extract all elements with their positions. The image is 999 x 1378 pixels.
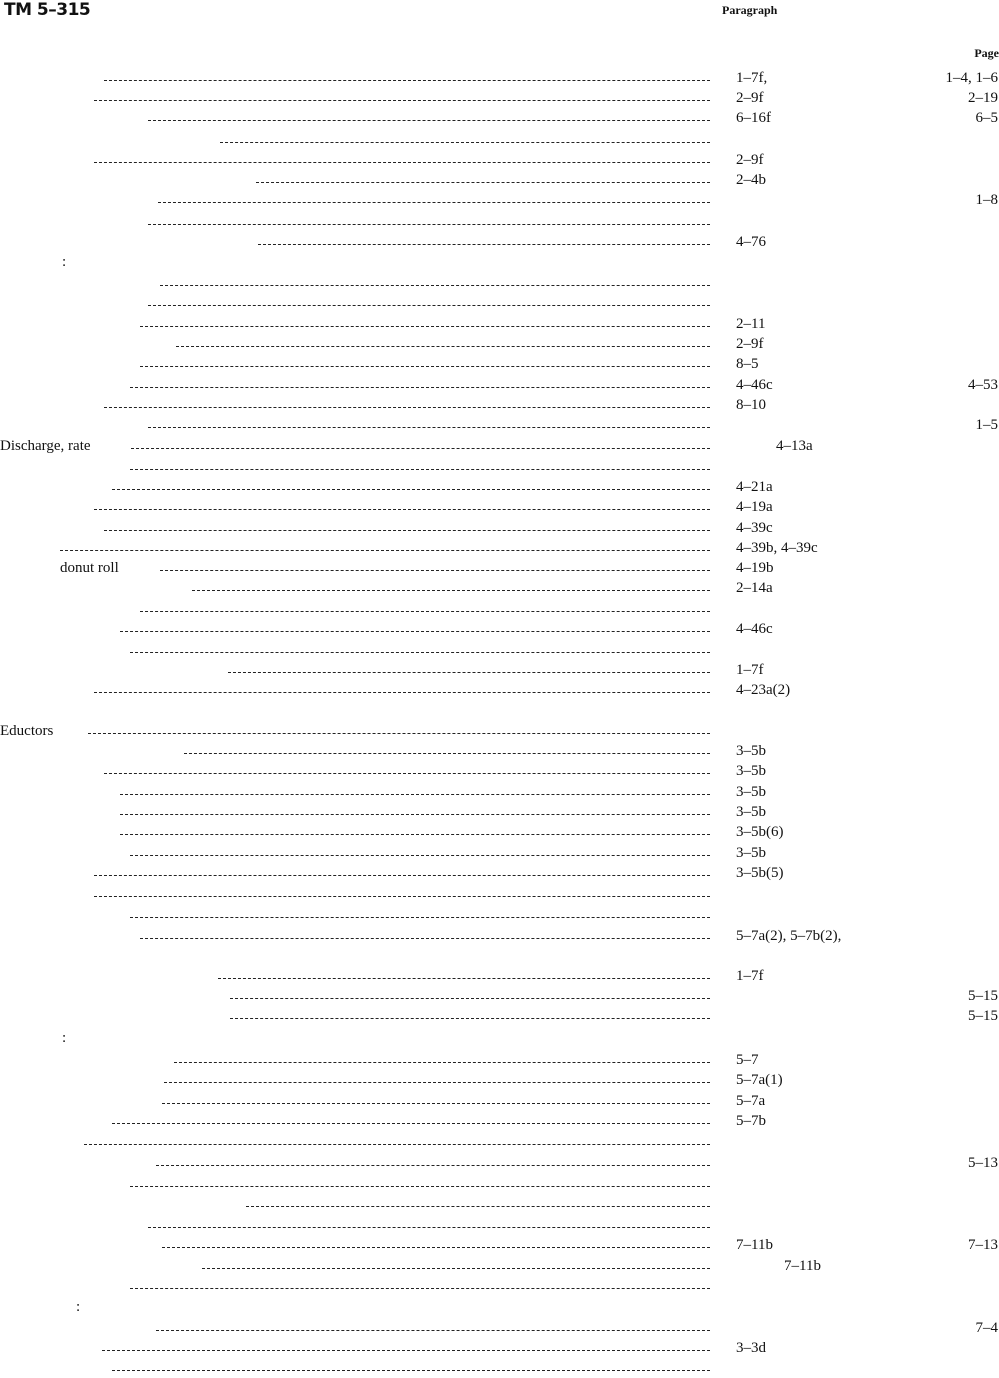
dot-leader <box>120 834 710 835</box>
paragraph-reference: 4–13a <box>776 438 813 454</box>
index-entry <box>0 578 999 598</box>
dot-leader <box>130 469 710 470</box>
index-entry <box>0 802 999 822</box>
dot-leader <box>94 875 710 876</box>
paragraph-reference: 2–4b <box>736 172 766 188</box>
dot-leader <box>228 672 710 673</box>
dot-leader <box>174 1062 710 1063</box>
paragraph-reference: 3–5b <box>736 784 766 800</box>
dot-leader <box>230 1018 710 1019</box>
index-entry <box>0 436 999 456</box>
page-reference: 7–4 <box>975 1320 998 1336</box>
dot-leader <box>102 1350 710 1351</box>
paragraph-reference: 3–5b(5) <box>736 865 784 881</box>
dot-leader <box>94 100 710 101</box>
paragraph-reference: 5–7a <box>736 1093 766 1109</box>
paragraph-reference: 3–5b(6) <box>736 824 784 840</box>
index-entry <box>0 232 999 252</box>
dot-leader <box>130 1288 710 1289</box>
page-header: TM 5–315 <box>4 0 91 20</box>
dot-leader <box>60 550 710 551</box>
dot-leader <box>156 1330 710 1331</box>
dot-leader <box>218 978 710 979</box>
index-entry <box>0 966 999 986</box>
index-entry <box>0 863 999 883</box>
dot-leader <box>162 1103 710 1104</box>
index-entry <box>0 619 999 639</box>
index-entry-label: Eductors <box>0 723 54 739</box>
index-entry <box>0 497 999 517</box>
page-reference: 1–8 <box>975 192 998 208</box>
paragraph-reference: 4–39c <box>736 520 773 536</box>
page-reference: 1–5 <box>975 417 998 433</box>
index-entry <box>0 395 999 415</box>
index-entry <box>0 354 999 374</box>
paragraph-reference: 1–7f <box>736 968 764 984</box>
index-entry <box>0 68 999 88</box>
dot-leader <box>220 142 710 143</box>
paragraph-reference: 4–46c <box>736 377 773 393</box>
page-reference: 5–15 <box>968 1008 998 1024</box>
dot-leader <box>246 1206 710 1207</box>
dot-leader <box>258 244 710 245</box>
paragraph-reference: 4–76 <box>736 234 766 250</box>
dot-leader <box>140 326 710 327</box>
dot-leader <box>140 938 710 939</box>
index-entry <box>0 761 999 781</box>
index-entry <box>0 782 999 802</box>
index-entry <box>0 1318 999 1338</box>
dot-leader <box>148 427 710 428</box>
paragraph-reference: 1–7f, <box>736 70 768 86</box>
index-entry <box>0 1358 999 1378</box>
index-entry <box>0 252 999 272</box>
index-entry <box>0 334 999 354</box>
dot-leader <box>120 631 710 632</box>
page-reference: 4–53 <box>968 377 998 393</box>
index-entry-colon: : <box>62 1030 67 1046</box>
index-entry-colon: : <box>62 254 67 270</box>
paragraph-reference: 7–11b <box>784 1258 821 1274</box>
dot-leader <box>184 753 710 754</box>
dot-leader <box>112 1123 710 1124</box>
index-entry <box>0 477 999 497</box>
index-entry <box>0 721 999 741</box>
index-entry <box>0 1215 999 1235</box>
paragraph-reference: 3–5b <box>736 743 766 759</box>
index-entry <box>0 1256 999 1276</box>
index-entry <box>0 1028 999 1048</box>
index-entry <box>0 212 999 232</box>
dot-leader <box>140 366 710 367</box>
dot-leader <box>130 917 710 918</box>
dot-leader <box>104 773 710 774</box>
paragraph-column-heading: Paragraph <box>722 3 778 17</box>
paragraph-reference: 4–46c <box>736 621 773 637</box>
paragraph-reference: 1–7f <box>736 662 764 678</box>
dot-leader <box>88 733 710 734</box>
index-entry <box>0 905 999 925</box>
dot-leader <box>130 855 710 856</box>
page-reference: 1–4, 1–6 <box>945 70 998 86</box>
dot-leader <box>131 448 710 449</box>
index-entry <box>0 1194 999 1214</box>
index-entry <box>0 986 999 1006</box>
dot-leader <box>158 202 710 203</box>
index-entry <box>0 1132 999 1152</box>
index-entry <box>0 640 999 660</box>
paragraph-reference: 5–7b <box>736 1113 766 1129</box>
dot-leader <box>104 80 710 81</box>
index-entry <box>0 1297 999 1317</box>
paragraph-reference: 5–7a(2), 5–7b(2), <box>736 928 842 944</box>
index-entry <box>0 190 999 210</box>
index-entry <box>0 1070 999 1090</box>
dot-leader <box>202 1268 710 1269</box>
dot-leader <box>256 182 710 183</box>
paragraph-reference: 4–39b, 4–39c <box>736 540 818 556</box>
dot-leader <box>148 305 710 306</box>
index-entry <box>0 130 999 150</box>
dot-leader <box>94 509 710 510</box>
paragraph-reference: 8–10 <box>736 397 766 413</box>
index-entry <box>0 415 999 435</box>
index-entry <box>0 599 999 619</box>
page-reference: 5–15 <box>968 988 998 1004</box>
dot-leader <box>84 1144 710 1145</box>
dot-leader <box>112 1370 710 1371</box>
dot-leader <box>104 407 710 408</box>
index-entry <box>0 314 999 334</box>
paragraph-reference: 5–7a(1) <box>736 1072 783 1088</box>
dot-leader <box>148 1227 710 1228</box>
index-entry <box>0 558 999 578</box>
index-entry <box>0 108 999 128</box>
page-reference: 6–5 <box>975 110 998 126</box>
dot-leader <box>148 120 710 121</box>
paragraph-reference: 6–16f <box>736 110 771 126</box>
index-entry <box>0 1276 999 1296</box>
dot-leader <box>130 387 710 388</box>
paragraph-reference: 4–23a(2) <box>736 682 791 698</box>
index-entry <box>0 375 999 395</box>
dot-leader <box>130 1186 710 1187</box>
paragraph-reference: 2–9f <box>736 336 764 352</box>
paragraph-reference: 2–11 <box>736 316 766 332</box>
index-entry <box>0 843 999 863</box>
paragraph-reference: 2–9f <box>736 152 764 168</box>
dot-leader <box>230 998 710 999</box>
index-entry <box>0 273 999 293</box>
index-entry <box>0 680 999 700</box>
paragraph-reference: 4–21a <box>736 479 773 495</box>
index-entry <box>0 88 999 108</box>
dot-leader <box>94 692 710 693</box>
paragraph-reference: 3–5b <box>736 804 766 820</box>
paragraph-reference: 8–5 <box>736 356 759 372</box>
dot-leader <box>156 1165 710 1166</box>
index-entry <box>0 1050 999 1070</box>
dot-leader <box>160 285 710 286</box>
index-entry <box>0 170 999 190</box>
dot-leader <box>120 794 710 795</box>
paragraph-reference: 3–5b <box>736 763 766 779</box>
page-reference: 2–19 <box>968 90 998 106</box>
dot-leader <box>176 346 710 347</box>
paragraph-reference: 2–9f <box>736 90 764 106</box>
dot-leader <box>140 611 710 612</box>
dot-leader <box>192 590 710 591</box>
paragraph-reference: 7–11b <box>736 1237 773 1253</box>
index-entry <box>0 518 999 538</box>
dot-leader <box>104 530 710 531</box>
page-reference: 7–13 <box>968 1237 998 1253</box>
dot-leader <box>160 570 710 571</box>
index-entry <box>0 1174 999 1194</box>
index-entry <box>0 1091 999 1111</box>
dot-leader <box>112 489 710 490</box>
index-entry <box>0 1235 999 1255</box>
index-entry-label: donut roll <box>60 560 119 576</box>
paragraph-reference: 3–3d <box>736 1340 766 1356</box>
paragraph-reference: 4–19b <box>736 560 774 576</box>
index-entry <box>0 538 999 558</box>
dot-leader <box>94 896 710 897</box>
index-entry <box>0 293 999 313</box>
dot-leader <box>130 652 710 653</box>
dot-leader <box>162 1247 710 1248</box>
index-entry <box>0 150 999 170</box>
paragraph-reference: 5–7 <box>736 1052 759 1068</box>
index-entry-colon: : <box>76 1299 81 1315</box>
dot-leader <box>148 224 710 225</box>
index-entry <box>0 741 999 761</box>
dot-leader <box>164 1082 710 1083</box>
index-entry <box>0 822 999 842</box>
index-entry <box>0 1338 999 1358</box>
page-column-heading: Page <box>974 46 999 60</box>
index-entry <box>0 660 999 680</box>
index-entry <box>0 926 999 946</box>
index-entry-label: Discharge, rate <box>0 438 91 454</box>
index-entry <box>0 884 999 904</box>
paragraph-reference: 4–19a <box>736 499 773 515</box>
page-reference: 5–13 <box>968 1155 998 1171</box>
index-entry <box>0 1111 999 1131</box>
dot-leader <box>94 162 710 163</box>
index-entry <box>0 457 999 477</box>
index-entry <box>0 1153 999 1173</box>
paragraph-reference: 2–14a <box>736 580 773 596</box>
index-entry <box>0 1006 999 1026</box>
dot-leader <box>120 814 710 815</box>
paragraph-reference: 3–5b <box>736 845 766 861</box>
